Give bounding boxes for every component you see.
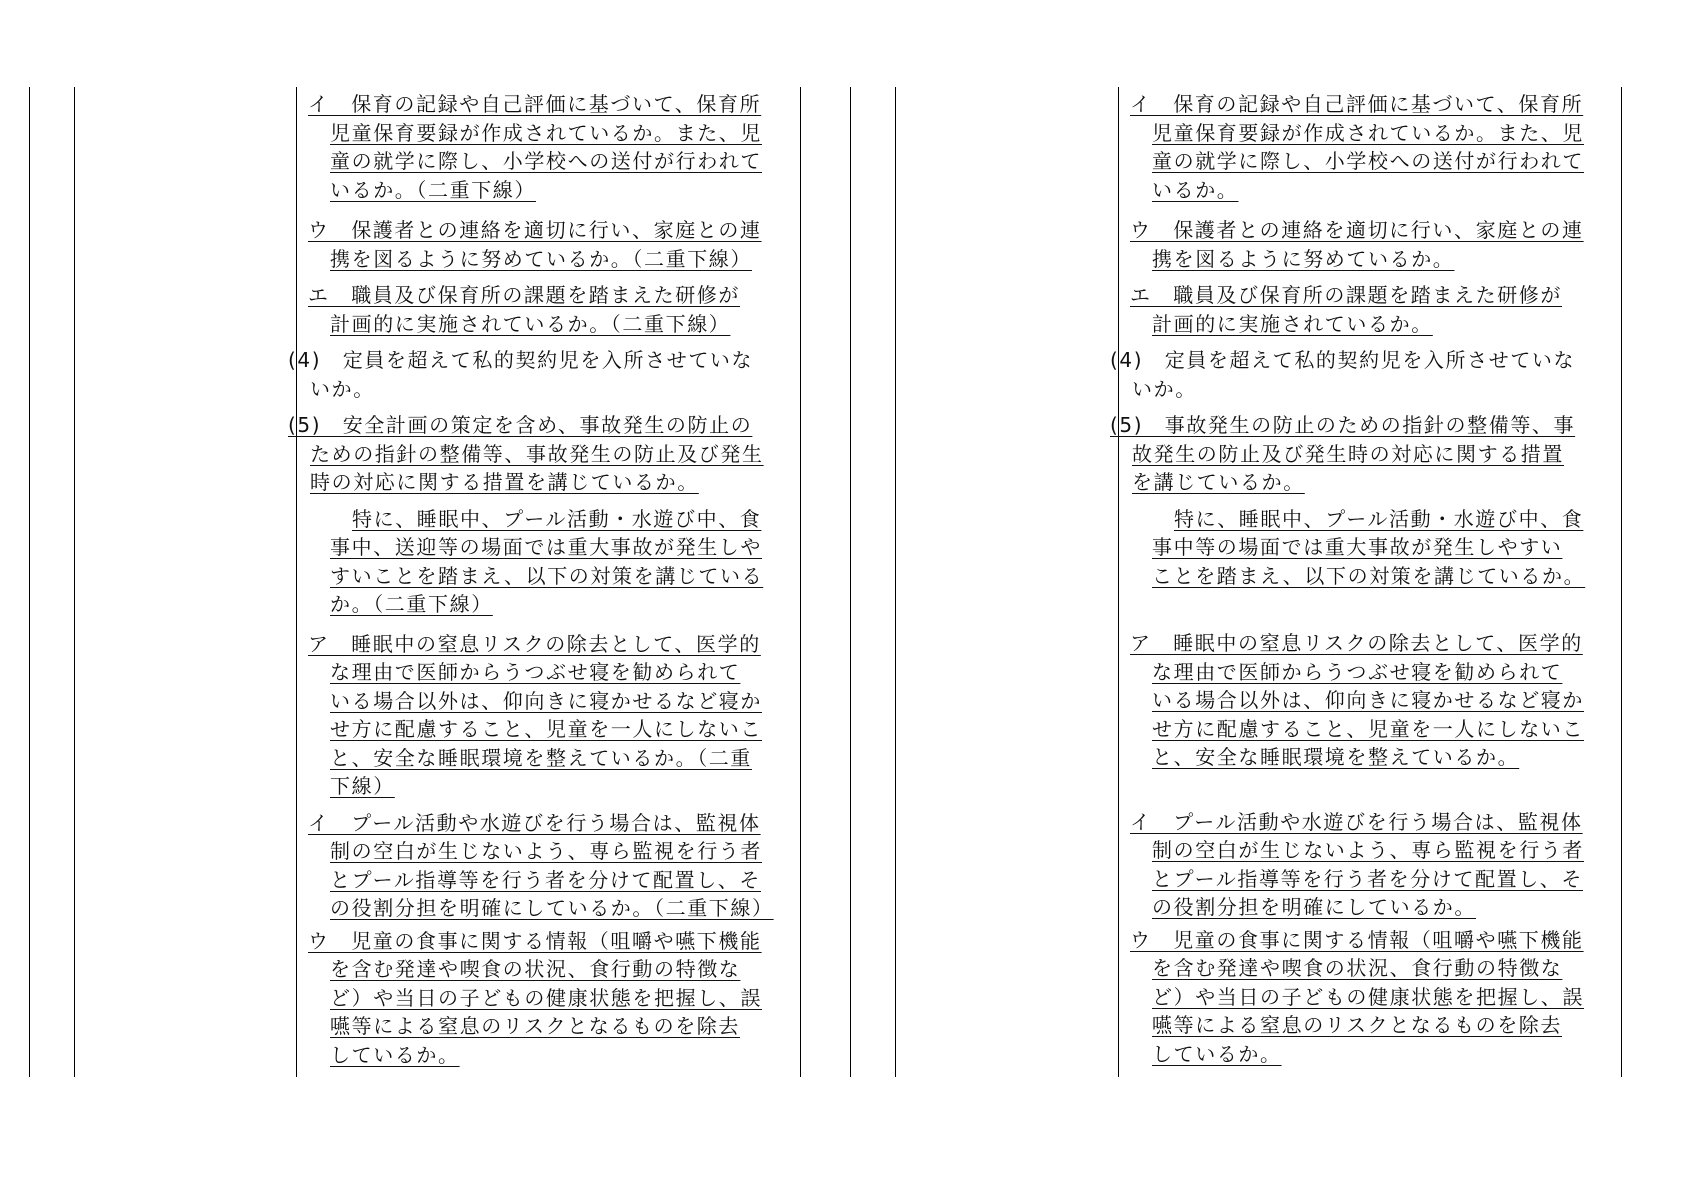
item-line: 童の就学に際し、小学校への送付が行われて: [1152, 149, 1584, 173]
item-line: 計画的に実施されているか。: [1152, 311, 1433, 336]
item-label: ア 睡眠中の窒息リスクの除去として、医学的: [308, 631, 761, 656]
item-line: いる場合以外は、仰向きに寝かせるなど寝か: [1152, 688, 1584, 712]
left-text-column: [288, 88, 774, 1069]
item-label: エ 職員及び保育所の課題を踏まえた研修が: [308, 283, 740, 307]
item-label: (4) 定員を超えて私的契約児を入所させていな: [1110, 348, 1576, 372]
item-line: 事中、送迎等の場面では重大事故が発生しや: [330, 535, 762, 559]
item-line: 嚥等による窒息のリスクとなるものを除去: [330, 1014, 740, 1038]
item-line: しているか。: [330, 1042, 460, 1067]
item-line: せ方に配慮すること、児童を一人にしないこ: [1152, 716, 1584, 741]
item-label: 特に、睡眠中、プール活動・水遊び中、食: [1174, 506, 1584, 531]
item-label: ウ 保護者との連絡を適切に行い、家庭との連: [308, 218, 762, 242]
left-item-i-records: [308, 90, 773, 204]
item-line: 計画的に実施されているか。（二重下線）: [330, 311, 731, 336]
left-item-a-sleep: [308, 630, 773, 801]
item-label: イ 保育の記録や自己評価に基づいて、保育所: [1130, 92, 1584, 116]
right-item-u-meals: [1130, 926, 1595, 1069]
item-line: と、安全な睡眠環境を整えているか。（二重: [330, 745, 752, 770]
item-line: しているか。: [1152, 1041, 1282, 1066]
item-line: を含む発達や喫食の状況、食行動の特徴な: [330, 957, 741, 981]
item-line: 事中等の場面では重大事故が発生しやすい: [1152, 535, 1563, 559]
item-label: ウ 児童の食事に関する情報（咀嚼や嚥下機能: [1130, 927, 1584, 952]
table-rule: [296, 87, 297, 1077]
item-line: ど）や当日の子どもの健康状態を把握し、誤: [1152, 984, 1584, 1009]
right-item-e-training: [1130, 281, 1595, 338]
item-label: ウ 児童の食事に関する情報（咀嚼や嚥下機能: [308, 928, 762, 953]
right-item-4-capacity: [1110, 346, 1595, 403]
item-label: (4) 定員を超えて私的契約児を入所させていな: [288, 348, 754, 372]
item-line: 下線）: [330, 774, 395, 798]
item-line: ことを踏まえ、以下の対策を講じているか。: [1152, 563, 1586, 588]
item-label: エ 職員及び保育所の課題を踏まえた研修が: [1130, 283, 1562, 307]
table-rule: [74, 87, 75, 1077]
item-line: な理由で医師からうつぶせ寝を勧められて: [1152, 659, 1563, 684]
right-text-column: [1110, 88, 1595, 1068]
right-item-5-safety: [1110, 411, 1595, 497]
item-line: を講じているか。: [1132, 470, 1305, 494]
table-rule: [800, 87, 801, 1077]
item-label: (5) 事故発生の防止のための指針の整備等、事: [1110, 413, 1576, 437]
item-line: の役割分担を明確にしているか。: [1152, 895, 1476, 919]
right-item-i-records: [1130, 90, 1595, 204]
item-line: すいことを踏まえ、以下の対策を講じている: [330, 563, 764, 588]
item-line: ど）や当日の子どもの健康状態を把握し、誤: [330, 985, 762, 1010]
item-line: か。（二重下線）: [330, 592, 493, 616]
item-line: いか。: [310, 376, 375, 401]
item-line: の役割分担を明確にしているか。（二重下線）: [330, 896, 774, 920]
item-line: せ方に配慮すること、児童を一人にしないこ: [330, 717, 762, 741]
item-label: イ プール活動や水遊びを行う場合は、監視体: [308, 810, 761, 835]
left-item-u-meals: [308, 927, 773, 1070]
item-line: 携を図るように努めているか。（二重下線）: [330, 246, 752, 271]
item-line: いる場合以外は、仰向きに寝かせるなど寝か: [330, 688, 762, 713]
item-line: ための指針の整備等、事故発生の防止及び発生: [310, 441, 764, 466]
item-line: な理由で医師からうつぶせ寝を勧められて: [330, 660, 741, 684]
item-line: 童の就学に際し、小学校への送付が行われて: [330, 149, 762, 173]
left-item-5-safety: [288, 411, 773, 497]
right-item-especially: [1130, 505, 1595, 591]
item-line: とプール指導等を行う者を分けて配置し、そ: [330, 867, 761, 892]
item-line: 時の対応に関する措置を講じているか。: [310, 470, 699, 494]
item-line: 制の空白が生じないよう、専ら監視を行う者: [1152, 838, 1584, 862]
right-item-i-pool: [1130, 808, 1595, 922]
item-line: 携を図るように努めているか。: [1152, 246, 1455, 271]
item-line: いるか。（二重下線）: [330, 177, 536, 202]
item-line: 児童保育要録が作成されているか。また、児: [330, 120, 762, 145]
item-line: 児童保育要録が作成されているか。また、児: [1152, 120, 1584, 145]
left-item-especially: [308, 505, 773, 619]
item-line: を含む発達や喫食の状況、食行動の特徴な: [1152, 956, 1563, 980]
table-rule: [1118, 87, 1119, 1077]
item-label: イ 保育の記録や自己評価に基づいて、保育所: [308, 92, 762, 116]
left-item-e-training: [308, 281, 773, 338]
item-line: 制の空白が生じないよう、専ら監視を行う者: [330, 839, 762, 863]
table-rule: [850, 87, 851, 1077]
left-item-i-pool: [308, 809, 773, 923]
item-line: と、安全な睡眠環境を整えているか。: [1152, 745, 1520, 769]
item-label: ア 睡眠中の窒息リスクの除去として、医学的: [1130, 631, 1583, 655]
table-rule: [1621, 87, 1622, 1077]
item-line: 故発生の防止及び発生時の対応に関する措置: [1132, 441, 1564, 466]
item-label: (5) 安全計画の策定を含め、事故発生の防止の: [288, 413, 753, 437]
left-item-4-capacity: [288, 346, 773, 403]
right-item-u-guardians: [1130, 216, 1595, 273]
left-item-u-guardians: [308, 216, 773, 273]
item-line: いか。: [1132, 376, 1197, 401]
table-rule: [895, 87, 896, 1077]
item-line: とプール指導等を行う者を分けて配置し、そ: [1152, 866, 1583, 891]
right-item-a-sleep: [1130, 629, 1595, 772]
item-label: イ プール活動や水遊びを行う場合は、監視体: [1130, 809, 1583, 834]
item-label: 特に、睡眠中、プール活動・水遊び中、食: [352, 506, 762, 531]
item-label: ウ 保護者との連絡を適切に行い、家庭との連: [1130, 218, 1584, 242]
item-line: いるか。: [1152, 177, 1239, 202]
item-line: 嚥等による窒息のリスクとなるものを除去: [1152, 1013, 1562, 1037]
table-rule: [29, 87, 30, 1077]
